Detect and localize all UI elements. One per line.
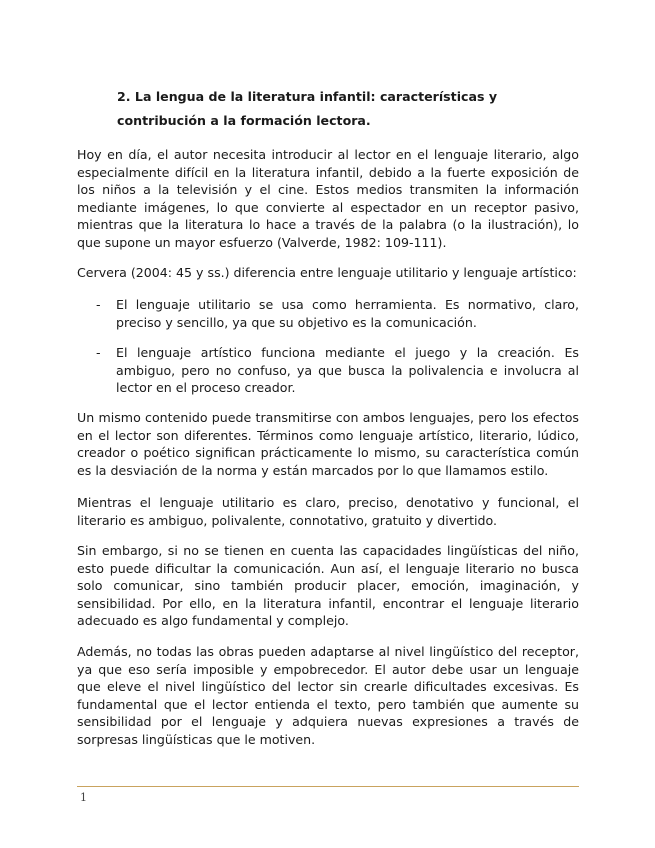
paragraph-mientras: Mientras el lenguaje utilitario es claro, preciso, denotativo y funcional, el literario es ambiguo, polivalente, connotativo, gratuito y divertido.: [77, 495, 579, 528]
paragraph-sin-embargo: Sin embargo, si no se tienen en cuenta las capacidades lingüísticas del niño, esto puede dificultar la comunicación. Aun así, el lenguaje literario no busca solo comunicar, sino también producir placer, emoción, imaginación, y sensibilidad. Por ello, en la literatura infantil, encontrar el lenguaje literario adecuado es algo fundamental y complejo.: [77, 543, 579, 629]
page-number: 1: [80, 791, 87, 804]
paragraph-ademas: Además, no todas las obras pueden adaptarse al nivel lingüístico del receptor, ya que eso sería imposible y empobrecedor. El autor debe usar un lenguaje que eleve el nivel lingüístico del lector sin crearle dificultades excesivas. Es fundamental que el lector entienda el texto, pero también que aumente su sensibilidad por el lenguaje y adquiera nuevas expresiones a través de sorpresas lingüísticas que le motiven.: [77, 644, 579, 747]
list-item-text: El lenguaje utilitario se usa como herramienta. Es normativo, claro, preciso y sencillo, ya que su objetivo es la comunicación.: [116, 297, 579, 330]
footer-rule: [77, 786, 579, 787]
paragraph-cervera: Cervera (2004: 45 y ss.) diferencia entre lenguaje utilitario y lenguaje artístico:: [77, 265, 577, 280]
section-heading: 2. La lengua de la literatura infantil: características y contribución a la formación lectora.: [117, 89, 498, 128]
list-dash: -: [96, 297, 101, 312]
list-dash: -: [96, 345, 101, 360]
list-item-text: El lenguaje artístico funciona mediante el juego y la creación. Es ambiguo, pero no confuso, ya que busca la polivalencia e involucra al lector en el proceso creador.: [116, 345, 579, 396]
paragraph-intro: Hoy en día, el autor necesita introducir al lector en el lenguaje literario, algo especialmente difícil en la literatura infantil, debido a la fuerte exposición de los niños a la televisión y el cine. Estos medios transmiten la información mediante imágenes, lo que convierte al espectador en un receptor pasivo, mientras que la literatura lo hace a través de la palabra (o la ilustración), lo que supone un mayor esfuerzo (Valverde, 1982: 109-111).: [77, 147, 579, 250]
paragraph-contenido: Un mismo contenido puede transmitirse con ambos lenguajes, pero los efectos en el lector son diferentes. Términos como lenguaje artístico, literario, lúdico, creador o poético significan prácticamente lo mismo, su característica común es la desviación de la norma y están marcados por lo que llamamos estilo.: [77, 410, 579, 478]
